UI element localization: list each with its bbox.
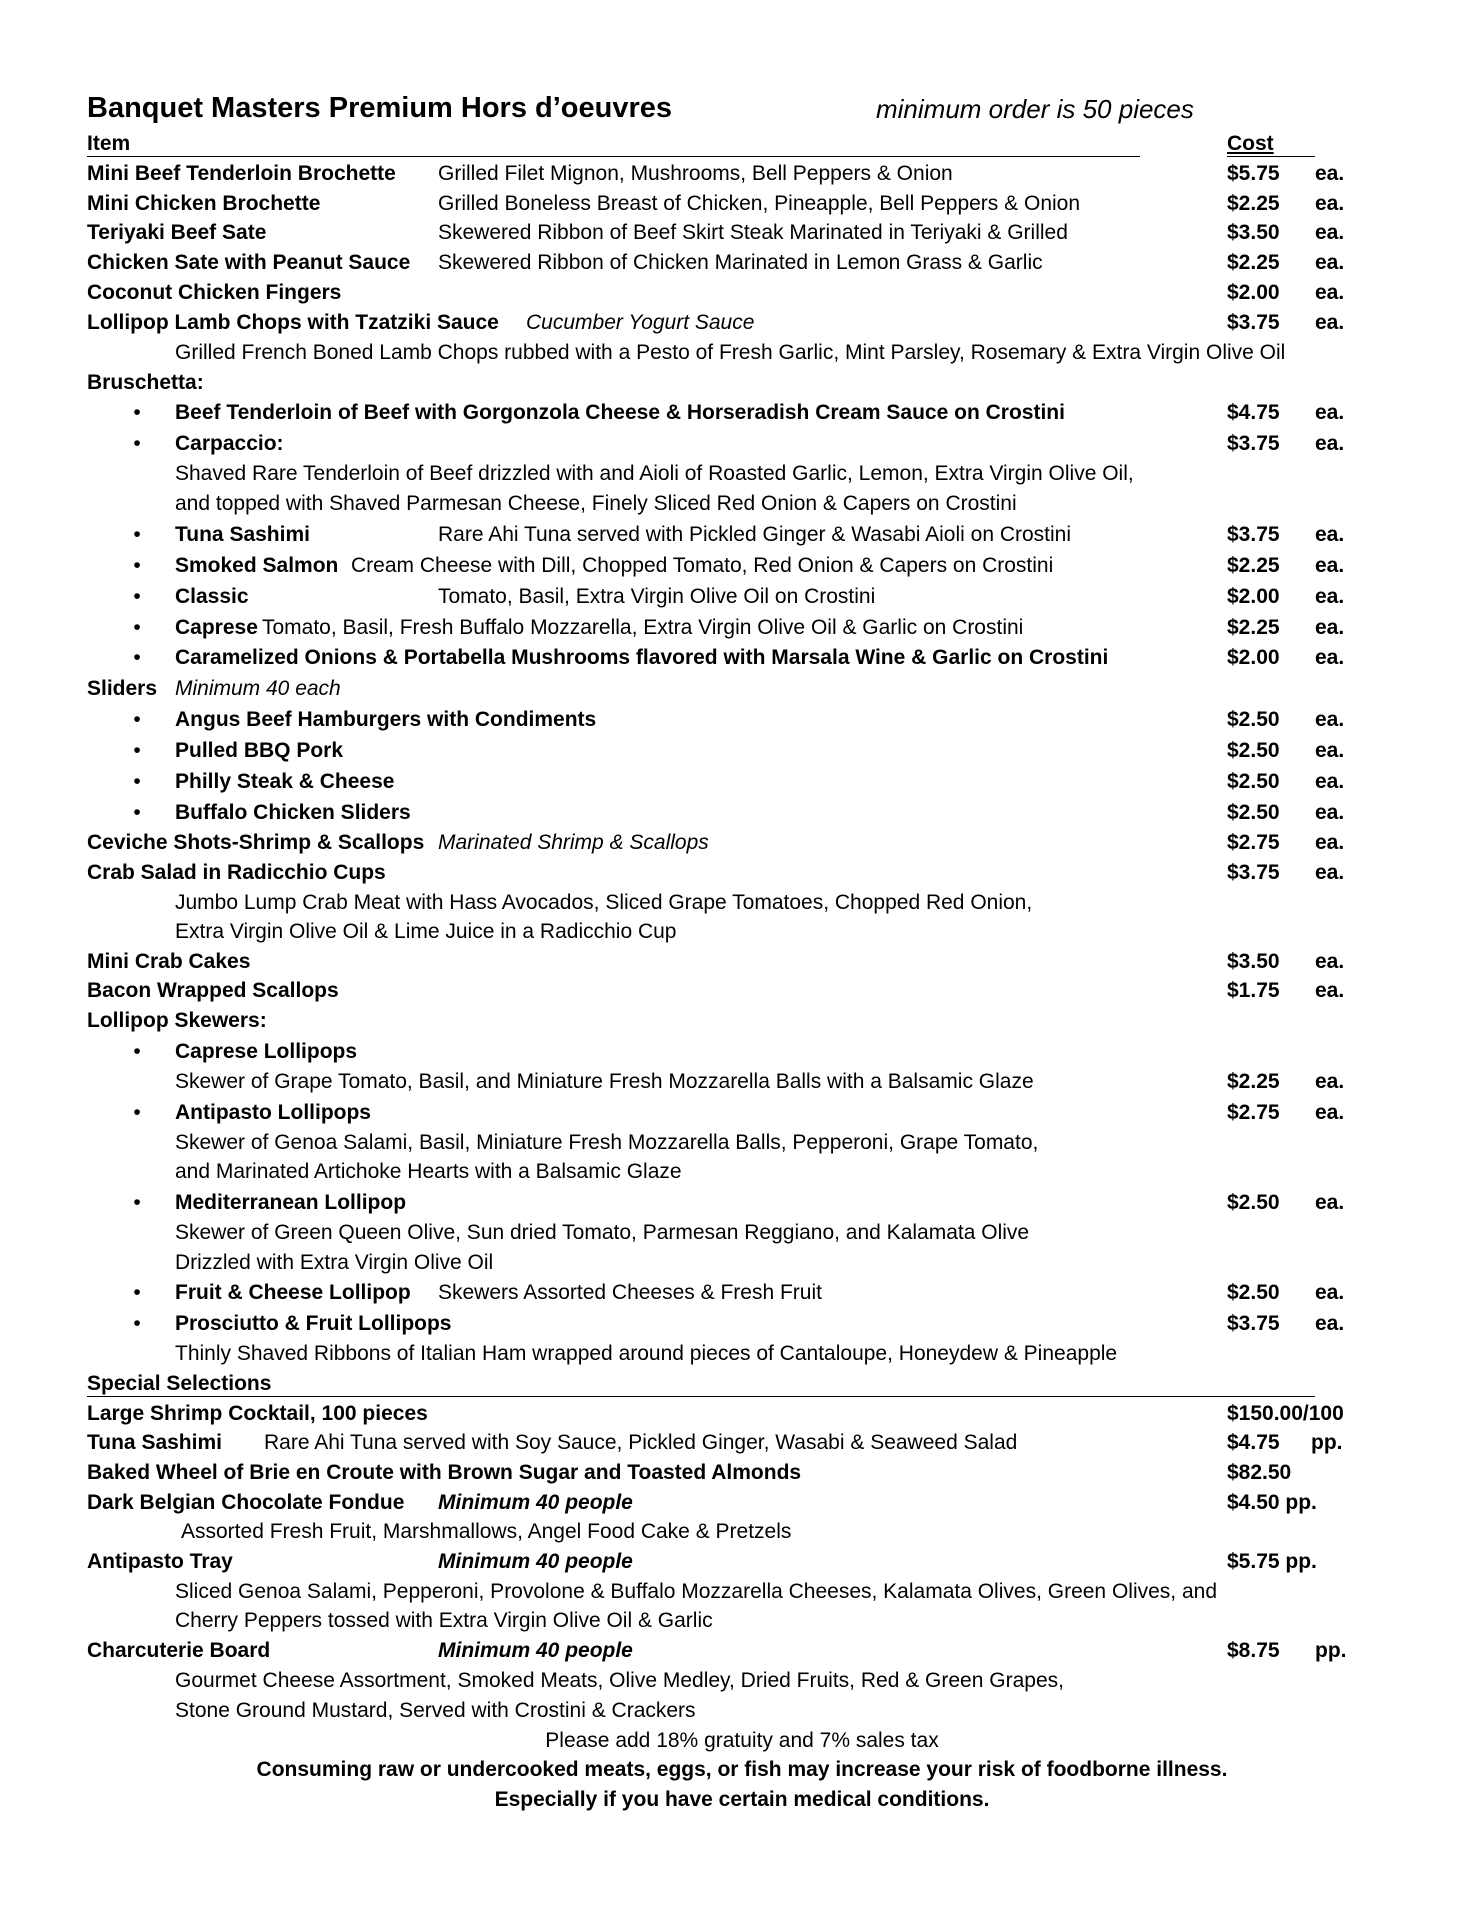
item-description: Cucumber Yogurt Sauce — [526, 311, 755, 334]
item-unit: ea. — [1315, 646, 1345, 669]
section-rule — [87, 1396, 1315, 1397]
item-description: Jumbo Lump Crab Meat with Hass Avocados, Sliced Grape Tomatoes, Chopped Red Onion, — [175, 891, 1033, 914]
item-description: Extra Virgin Olive Oil & Lime Juice in a Radicchio Cup — [175, 920, 677, 943]
item-price: $1.75 — [1227, 979, 1280, 1002]
item-name: Bacon Wrapped Scallops — [87, 979, 339, 1002]
item-description: Tomato, Basil, Extra Virgin Olive Oil on Crostini — [438, 585, 876, 608]
item-unit: ea. — [1315, 1101, 1345, 1124]
item-note: Minimum 40 people — [438, 1639, 633, 1662]
item-description: Assorted Fresh Fruit, Marshmallows, Angel Food Cake & Pretzels — [181, 1520, 792, 1543]
item-price: $2.25 — [1227, 251, 1280, 274]
bullet-icon: • — [133, 770, 141, 793]
section-heading: Special Selections — [87, 1372, 272, 1395]
health-warning: Consuming raw or undercooked meats, eggs, or fish may increase your risk of foodborne illness. — [256, 1758, 1228, 1781]
item-price: $82.50 — [1227, 1461, 1292, 1484]
item-name: Ceviche Shots-Shrimp & Scallops — [87, 831, 425, 854]
item-description: Sliced Genoa Salami, Pepperoni, Provolone & Buffalo Mozzarella Cheeses, Kalamata Olives, Green Olives, and — [175, 1580, 1217, 1603]
item-name: Mini Beef Tenderloin Brochette — [87, 162, 396, 185]
item-price: $2.50 — [1227, 1191, 1280, 1214]
bullet-icon: • — [133, 739, 141, 762]
item-unit: ea. — [1315, 979, 1345, 1002]
cost-header-rule — [1227, 156, 1315, 157]
item-unit: ea. — [1315, 401, 1345, 424]
minimum-order-note: minimum order is 50 pieces — [876, 94, 1194, 124]
item-description: Skewered Ribbon of Chicken Marinated in Lemon Grass & Garlic — [438, 251, 1043, 274]
item-price: $2.75 — [1227, 831, 1280, 854]
item-price: $2.25 — [1227, 1070, 1280, 1093]
item-name: Teriyaki Beef Sate — [87, 221, 267, 244]
item-price: $5.75 — [1227, 162, 1280, 185]
item-name: Antipasto Tray — [87, 1550, 233, 1573]
bullet-icon: • — [133, 616, 141, 639]
item-name: Mini Crab Cakes — [87, 950, 251, 973]
item-price: $3.75 — [1227, 311, 1280, 334]
item-name: Beef Tenderloin of Beef with Gorgonzola Cheese & Horseradish Cream Sauce on Crostini — [175, 401, 1065, 424]
item-unit: ea. — [1315, 770, 1345, 793]
item-name: Caprese Lollipops — [175, 1040, 358, 1063]
bullet-icon: • — [133, 523, 141, 546]
bullet-icon: • — [133, 801, 141, 824]
item-unit: ea. — [1315, 432, 1345, 455]
item-name: Caramelized Onions & Portabella Mushrooms flavored with Marsala Wine & Garlic on Crostini — [175, 646, 1109, 669]
bullet-icon: • — [133, 1101, 141, 1124]
item-price: $2.50 — [1227, 1281, 1280, 1304]
item-name: Fruit & Cheese Lollipop — [175, 1281, 411, 1304]
bullet-icon: • — [133, 554, 141, 577]
item-unit: pp. — [1315, 1639, 1347, 1662]
item-price: $3.75 — [1227, 861, 1280, 884]
item-name: Antipasto Lollipops — [175, 1101, 371, 1124]
item-unit: ea. — [1315, 192, 1345, 215]
item-price: $2.75 — [1227, 1101, 1280, 1124]
item-description: Skewer of Grape Tomato, Basil, and Miniature Fresh Mozzarella Balls with a Balsamic Glaze — [175, 1070, 1034, 1093]
item-price: $2.25 — [1227, 554, 1280, 577]
item-price: $3.75 — [1227, 523, 1280, 546]
item-name: Mediterranean Lollipop — [175, 1191, 407, 1214]
item-unit: pp. — [1311, 1431, 1343, 1454]
item-price: $2.00 — [1227, 281, 1280, 304]
item-unit: ea. — [1315, 554, 1345, 577]
item-name: Carpaccio: — [175, 432, 284, 455]
item-price: $3.75 — [1227, 1312, 1280, 1335]
item-price: $2.50 — [1227, 770, 1280, 793]
item-name: Coconut Chicken Fingers — [87, 281, 342, 304]
item-description: Stone Ground Mustard, Served with Crostini & Crackers — [175, 1699, 696, 1722]
bullet-icon: • — [133, 1191, 141, 1214]
item-price: $3.50 — [1227, 950, 1280, 973]
item-price: $4.75 — [1227, 1431, 1280, 1454]
item-description: Cherry Peppers tossed with Extra Virgin Olive Oil & Garlic — [175, 1609, 713, 1632]
item-description: Skewers Assorted Cheeses & Fresh Fruit — [438, 1281, 822, 1304]
item-price: $4.50 pp. — [1227, 1491, 1317, 1514]
bullet-icon: • — [133, 646, 141, 669]
item-name: Tuna Sashimi — [175, 523, 310, 546]
page-title: Banquet Masters Premium Hors d’oeuvres — [87, 92, 673, 124]
item-name: Smoked Salmon — [175, 554, 339, 577]
item-description: Rare Ahi Tuna served with Soy Sauce, Pickled Ginger, Wasabi & Seaweed Salad — [264, 1431, 1018, 1454]
item-price: $2.00 — [1227, 646, 1280, 669]
item-description: Shaved Rare Tenderloin of Beef drizzled with and Aioli of Roasted Garlic, Lemon, Extra Virgin Olive Oil, — [175, 462, 1134, 485]
item-unit: ea. — [1315, 1070, 1345, 1093]
item-description: Tomato, Basil, Fresh Buffalo Mozzarella, Extra Virgin Olive Oil & Garlic on Crostini — [262, 616, 1024, 639]
item-note: Minimum 40 people — [438, 1491, 633, 1514]
item-description: Grilled Boneless Breast of Chicken, Pineapple, Bell Peppers & Onion — [438, 192, 1081, 215]
item-description: Skewered Ribbon of Beef Skirt Steak Marinated in Teriyaki & Grilled — [438, 221, 1068, 244]
bullet-icon: • — [133, 1312, 141, 1335]
item-unit: ea. — [1315, 1191, 1345, 1214]
item-unit: ea. — [1315, 162, 1345, 185]
item-price: $2.25 — [1227, 616, 1280, 639]
bullet-icon: • — [133, 401, 141, 424]
item-unit: ea. — [1315, 739, 1345, 762]
item-name: Large Shrimp Cocktail, 100 pieces — [87, 1402, 428, 1425]
item-description: and Marinated Artichoke Hearts with a Balsamic Glaze — [175, 1160, 682, 1183]
item-unit: ea. — [1315, 831, 1345, 854]
item-price: $5.75 pp. — [1227, 1550, 1317, 1573]
item-unit: ea. — [1315, 1312, 1345, 1335]
bullet-icon: • — [133, 432, 141, 455]
item-price: $150.00/100 — [1227, 1402, 1344, 1425]
item-name: Crab Salad in Radicchio Cups — [87, 861, 386, 884]
section-heading: Lollipop Skewers: — [87, 1009, 267, 1032]
health-warning-medical: Especially if you have certain medical conditions. — [494, 1788, 990, 1811]
item-name: Baked Wheel of Brie en Croute with Brown Sugar and Toasted Almonds — [87, 1461, 802, 1484]
item-price: $2.50 — [1227, 739, 1280, 762]
bullet-icon: • — [133, 1040, 141, 1063]
item-description: Thinly Shaved Ribbons of Italian Ham wrapped around pieces of Cantaloupe, Honeydew & Pineapple — [175, 1342, 1118, 1365]
item-name: Mini Chicken Brochette — [87, 192, 321, 215]
section-note: Minimum 40 each — [175, 677, 341, 700]
item-name: Angus Beef Hamburgers with Condiments — [175, 708, 597, 731]
item-unit: ea. — [1315, 585, 1345, 608]
item-unit: ea. — [1315, 523, 1345, 546]
item-unit: ea. — [1315, 1281, 1345, 1304]
item-name: Tuna Sashimi — [87, 1431, 222, 1454]
item-unit: ea. — [1315, 616, 1345, 639]
item-name: Prosciutto & Fruit Lollipops — [175, 1312, 452, 1335]
item-price: $8.75 — [1227, 1639, 1280, 1662]
item-description: Cream Cheese with Dill, Chopped Tomato, Red Onion & Capers on Crostini — [351, 554, 1054, 577]
item-description: Rare Ahi Tuna served with Pickled Ginger & Wasabi Aioli on Crostini — [438, 523, 1072, 546]
item-price: $2.50 — [1227, 708, 1280, 731]
item-description: Marinated Shrimp & Scallops — [438, 831, 709, 854]
item-unit: ea. — [1315, 801, 1345, 824]
item-description: Gourmet Cheese Assortment, Smoked Meats, Olive Medley, Dried Fruits, Red & Green Grapes, — [175, 1669, 1064, 1692]
item-name: Lollipop Lamb Chops with Tzatziki Sauce — [87, 311, 499, 334]
item-price: $4.75 — [1227, 401, 1280, 424]
bullet-icon: • — [133, 1281, 141, 1304]
item-name: Caprese — [175, 616, 258, 639]
item-note: Minimum 40 people — [438, 1550, 633, 1573]
item-name: Dark Belgian Chocolate Fondue — [87, 1491, 405, 1514]
item-name: Philly Steak & Cheese — [175, 770, 395, 793]
column-header-item: Item — [87, 132, 131, 155]
item-price: $2.00 — [1227, 585, 1280, 608]
item-unit: ea. — [1315, 861, 1345, 884]
item-name: Classic — [175, 585, 249, 608]
section-heading: Bruschetta: — [87, 371, 204, 394]
item-description: and topped with Shaved Parmesan Cheese, Finely Sliced Red Onion & Capers on Crostini — [175, 492, 1017, 515]
item-unit: ea. — [1315, 251, 1345, 274]
item-price: $3.50 — [1227, 221, 1280, 244]
item-name: Buffalo Chicken Sliders — [175, 801, 411, 824]
item-description: Skewer of Genoa Salami, Basil, Miniature Fresh Mozzarella Balls, Pepperoni, Grape Tomato, — [175, 1131, 1039, 1154]
item-description: Grilled Filet Mignon, Mushrooms, Bell Peppers & Onion — [438, 162, 953, 185]
gratuity-note: Please add 18% gratuity and 7% sales tax — [545, 1729, 939, 1752]
item-unit: ea. — [1315, 221, 1345, 244]
item-price: $2.50 — [1227, 801, 1280, 824]
column-header-cost: Cost — [1227, 132, 1274, 155]
item-unit: ea. — [1315, 950, 1345, 973]
section-heading: Sliders — [87, 677, 158, 700]
item-unit: ea. — [1315, 708, 1345, 731]
item-name: Charcuterie Board — [87, 1639, 271, 1662]
item-unit: ea. — [1315, 311, 1345, 334]
item-name: Pulled BBQ Pork — [175, 739, 344, 762]
item-price: $3.75 — [1227, 432, 1280, 455]
bullet-icon: • — [133, 708, 141, 731]
bullet-icon: • — [133, 585, 141, 608]
item-description: Drizzled with Extra Virgin Olive Oil — [175, 1251, 494, 1274]
item-name: Chicken Sate with Peanut Sauce — [87, 251, 411, 274]
item-description: Grilled French Boned Lamb Chops rubbed with a Pesto of Fresh Garlic, Mint Parsley, Rosemary & Extra Virgin Olive Oil — [175, 341, 1286, 364]
item-description: Skewer of Green Queen Olive, Sun dried Tomato, Parmesan Reggiano, and Kalamata Olive — [175, 1221, 1030, 1244]
item-unit: ea. — [1315, 281, 1345, 304]
item-price: $2.25 — [1227, 192, 1280, 215]
header-rule — [87, 156, 1140, 157]
